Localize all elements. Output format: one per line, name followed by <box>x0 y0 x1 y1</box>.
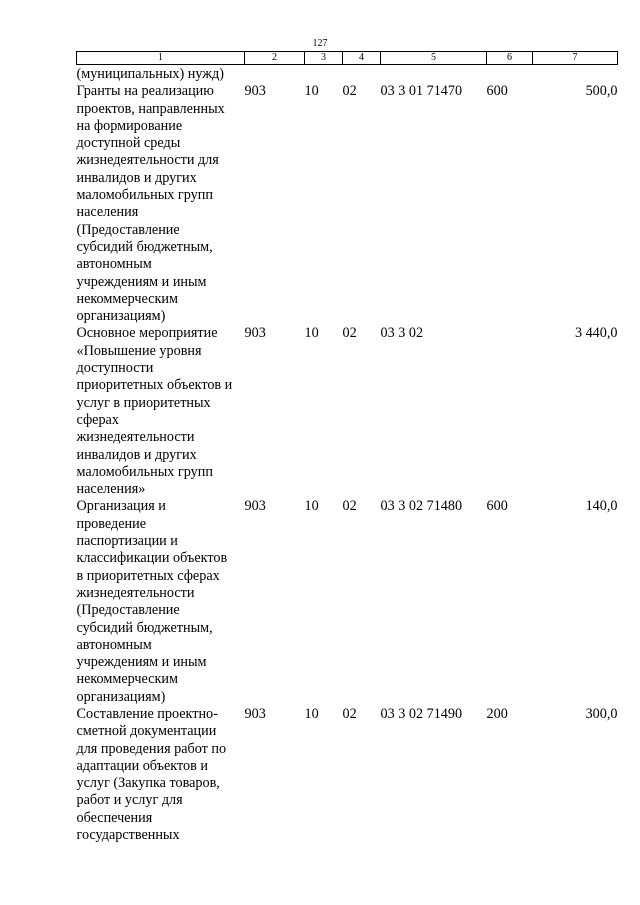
ministry-code: 903 <box>244 325 266 342</box>
amount-value: 3 440,0 <box>574 325 618 342</box>
row-name-line: для проведения работ по <box>76 740 227 757</box>
row-name-line: Организация и <box>76 498 166 515</box>
row-name-line: услуг в приоритетных <box>76 394 211 411</box>
row-name-line: сметной документации <box>76 723 217 740</box>
row-name <box>77 498 245 706</box>
row-name-line: сферах <box>76 411 119 428</box>
column-header-1: 1 <box>77 52 245 65</box>
row-name-line: маломобильных групп <box>76 187 213 204</box>
amount-value: 500,0 <box>585 83 618 100</box>
row-name-line: государственных <box>76 827 180 844</box>
subsection-code: 02 <box>342 325 357 342</box>
expense-type-code: 600 <box>486 498 508 515</box>
column-header-3: 3 <box>305 52 343 65</box>
target-article-code: 03 3 02 71490 <box>380 705 463 722</box>
row-name-line: на формирование <box>76 117 183 134</box>
row-name-line: Основное мероприятие <box>76 325 218 342</box>
row-name-line: доступной среды <box>76 135 181 152</box>
row-name <box>77 325 245 498</box>
row-name-line: автономным <box>76 636 152 653</box>
row-name-line: Составление проектно- <box>76 705 218 722</box>
ministry-code: 903 <box>244 705 266 722</box>
row-name-line: учреждениям и иным <box>76 273 207 290</box>
amount-value: 140,0 <box>585 498 618 515</box>
row-name-line: субсидий бюджетным, <box>76 238 213 255</box>
row-name-line: паспортизации и <box>76 533 178 550</box>
row-name-line: адаптации объектов и <box>76 757 208 774</box>
row-name-line: маломобильных групп <box>76 463 213 480</box>
row-name-line: «Повышение уровня <box>76 342 202 359</box>
subsection-code: 02 <box>342 83 357 100</box>
expense-type-code: 200 <box>486 705 508 722</box>
row-name-line: автономным <box>76 256 152 273</box>
row-name-line: жизнедеятельности <box>76 584 195 601</box>
row-name-line: проведение <box>76 515 147 532</box>
row-name-line: организациям) <box>76 688 166 705</box>
expense-type-code: 600 <box>486 83 508 100</box>
row-name-line: (Предоставление <box>76 602 180 619</box>
row-name-line: инвалидов и других <box>76 169 197 186</box>
row-name-line: проектов, направленных <box>76 100 225 117</box>
amount-value: 300,0 <box>585 705 618 722</box>
target-article-code: 03 3 02 <box>380 325 424 342</box>
column-header-4: 4 <box>343 52 381 65</box>
row-name-line: (Предоставление <box>76 221 180 238</box>
column-header-row <box>77 52 618 65</box>
subsection-code: 02 <box>342 705 357 722</box>
section-code: 10 <box>304 705 319 722</box>
column-header-5: 5 <box>381 52 487 65</box>
subsection-code: 02 <box>342 498 357 515</box>
row-name-line: населения» <box>76 481 146 498</box>
row-name-line: жизнедеятельности для <box>76 152 219 169</box>
column-header-7: 7 <box>533 52 618 65</box>
ministry-code: 903 <box>244 498 266 515</box>
expense-type-code <box>487 325 533 498</box>
row-name-line: субсидий бюджетным, <box>76 619 213 636</box>
row-name-line: населения <box>76 204 139 221</box>
section-code: 10 <box>304 498 319 515</box>
table-row <box>77 498 618 706</box>
row-name-line: некоммерческим <box>76 671 178 688</box>
row-name <box>77 706 245 844</box>
page-number: 127 <box>312 38 328 49</box>
row-name-line: классификации объектов <box>76 550 228 567</box>
row-name-line: в приоритетных сферах <box>76 567 220 584</box>
row-name-line: работ и услуг для <box>76 792 183 809</box>
row-name-line: инвалидов и других <box>76 446 197 463</box>
row-name <box>77 83 245 325</box>
row-name-line: учреждениям и иным <box>76 654 207 671</box>
row-name-line: доступности <box>76 360 154 377</box>
budget-table <box>76 51 618 844</box>
target-article-code: 03 3 01 71470 <box>380 83 463 100</box>
table-row <box>77 325 618 498</box>
column-header-2: 2 <box>245 52 305 65</box>
target-article-code: 03 3 02 71480 <box>380 498 463 515</box>
row-name-line: жизнедеятельности <box>76 429 195 446</box>
row-name-line: организациям) <box>76 308 166 325</box>
row-name-line: услуг (Закупка товаров, <box>76 775 220 792</box>
table-row <box>77 83 618 325</box>
column-header-6: 6 <box>487 52 533 65</box>
continuation-row <box>77 65 618 84</box>
row-name-line: некоммерческим <box>76 290 178 307</box>
row-name-line: Гранты на реализацию <box>76 83 214 100</box>
ministry-code: 903 <box>244 83 266 100</box>
section-code: 10 <box>304 325 319 342</box>
continuation-text: (муниципальных) нужд) <box>76 66 224 82</box>
section-code: 10 <box>304 83 319 100</box>
row-name-line: обеспечения <box>76 809 153 826</box>
table-row <box>77 706 618 844</box>
row-name-line: приоритетных объектов и <box>76 377 233 394</box>
